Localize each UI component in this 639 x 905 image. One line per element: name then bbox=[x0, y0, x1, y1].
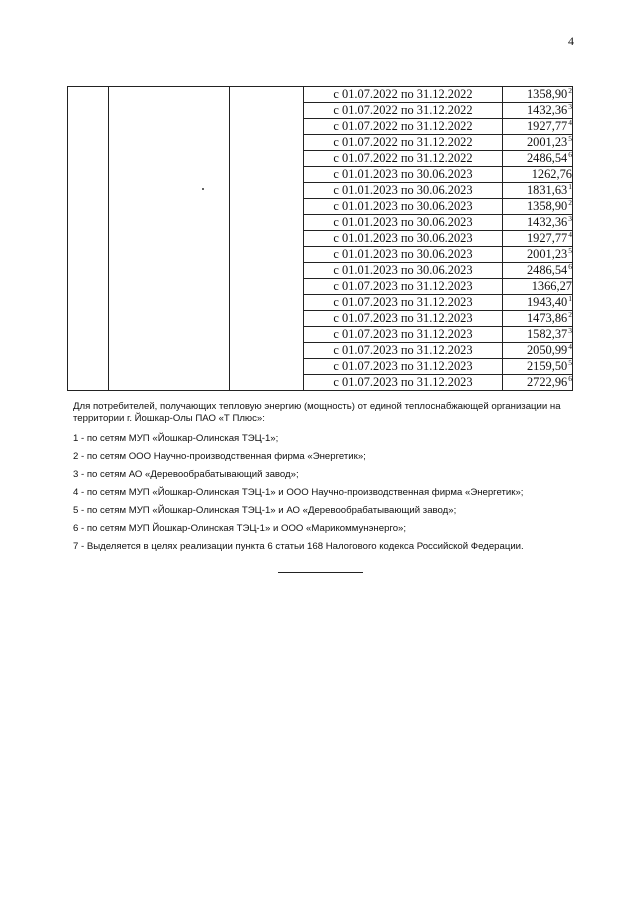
period-cell: с 01.07.2023 по 31.12.2023 bbox=[304, 375, 503, 391]
period-cell: с 01.07.2023 по 31.12.2023 bbox=[304, 343, 503, 359]
footnote-marker: 5 bbox=[568, 134, 572, 143]
tariff-value: 2486,54 bbox=[526, 263, 568, 277]
footnote-marker: 2 bbox=[568, 310, 572, 319]
footnote-marker: 5 bbox=[568, 358, 572, 367]
tariff-value: 2050,99 bbox=[526, 343, 568, 357]
period-cell: с 01.01.2023 по 30.06.2023 bbox=[304, 199, 503, 215]
tariff-value-cell bbox=[503, 119, 573, 135]
tariff-value: 2159,50 bbox=[526, 359, 568, 373]
tariff-value-cell bbox=[503, 375, 573, 391]
tariff-value-cell bbox=[503, 135, 573, 151]
tariff-value: 1432,36 bbox=[526, 215, 568, 229]
tariff-value-cell bbox=[503, 103, 573, 119]
tariff-value-cell bbox=[503, 311, 573, 327]
period-cell: с 01.07.2023 по 31.12.2023 bbox=[304, 311, 503, 327]
footnote-marker: 6 bbox=[568, 150, 572, 159]
footnote-marker: 3 bbox=[568, 102, 572, 111]
period-cell: с 01.07.2022 по 31.12.2022 bbox=[304, 135, 503, 151]
period-cell: с 01.07.2023 по 31.12.2023 bbox=[304, 359, 503, 375]
footnote-marker: 5 bbox=[568, 246, 572, 255]
footnote-marker: 4 bbox=[568, 118, 572, 127]
tariff-value-cell bbox=[503, 279, 573, 295]
footnote-marker: 4 bbox=[568, 342, 572, 351]
footnote-item: 4 - по сетям МУП «Йошкар-Олинская ТЭЦ-1» и ООО Научно-производственная фирма «Энергетик»; bbox=[73, 487, 524, 498]
footnote-item: 7 - Выделяется в целях реализации пункта 6 статьи 168 Налогового кодекса Российской Федерации. bbox=[73, 541, 524, 552]
period-cell: с 01.01.2023 по 30.06.2023 bbox=[304, 263, 503, 279]
period-cell: с 01.07.2022 по 31.12.2022 bbox=[304, 119, 503, 135]
tariff-value-cell bbox=[503, 247, 573, 263]
table-cell-blank-3 bbox=[230, 87, 304, 391]
period-cell: с 01.01.2023 по 30.06.2023 bbox=[304, 167, 503, 183]
period-cell: с 01.01.2023 по 30.06.2023 bbox=[304, 215, 503, 231]
tariff-value: 1262,76 bbox=[531, 167, 572, 181]
table-row bbox=[68, 87, 573, 103]
footnote-marker: 3 bbox=[568, 326, 572, 335]
tariff-value: 2001,23 bbox=[526, 247, 568, 261]
period-cell: с 01.07.2023 по 31.12.2023 bbox=[304, 279, 503, 295]
footnote-marker: 2 bbox=[568, 86, 572, 95]
footnote-item: 6 - по сетям МУП Йошкар-Олинская ТЭЦ-1» и ООО «Марикоммунэнерго»; bbox=[73, 523, 407, 534]
footnote-item: 1 - по сетям МУП «Йошкар-Олинская ТЭЦ-1»; bbox=[73, 433, 279, 444]
footnote-marker: 3 bbox=[568, 214, 572, 223]
tariff-table bbox=[67, 86, 573, 391]
period-cell: с 01.07.2022 по 31.12.2022 bbox=[304, 103, 503, 119]
footnotes-intro: Для потребителей, получающих тепловую энергию (мощность) от единой теплоснабжающей организации на территории г. Йошкар-Олы ПАО «Т Плюс»: bbox=[73, 401, 561, 424]
tariff-value: 2001,23 bbox=[526, 135, 568, 149]
footnote-marker: 6 bbox=[568, 374, 572, 383]
table-cell-blank-2 bbox=[109, 87, 230, 391]
period-cell: с 01.07.2023 по 31.12.2023 bbox=[304, 327, 503, 343]
period-cell: с 01.07.2023 по 31.12.2023 bbox=[304, 295, 503, 311]
tariff-value-cell bbox=[503, 151, 573, 167]
tariff-value: 2486,54 bbox=[526, 151, 568, 165]
period-cell: с 01.07.2022 по 31.12.2022 bbox=[304, 151, 503, 167]
tariff-value: 1473,86 bbox=[526, 311, 568, 325]
tariff-value: 1831,63 bbox=[526, 183, 568, 197]
footnote-item: 2 - по сетям ООО Научно-производственная фирма «Энергетик»; bbox=[73, 451, 366, 462]
footnote-item: 5 - по сетям МУП «Йошкар-Олинская ТЭЦ-1» и АО «Деревообрабатывающий завод»; bbox=[73, 505, 457, 516]
footnote-marker: 4 bbox=[568, 230, 572, 239]
scan-dot bbox=[202, 188, 204, 190]
footnotes bbox=[73, 401, 573, 559]
footnote-marker: 6 bbox=[568, 262, 572, 271]
tariff-value: 1582,37 bbox=[526, 327, 568, 341]
tariff-value-cell bbox=[503, 183, 573, 199]
tariff-value-cell bbox=[503, 199, 573, 215]
tariff-value: 1432,36 bbox=[526, 103, 568, 117]
footnote-item: 3 - по сетям АО «Деревообрабатывающий завод»; bbox=[73, 469, 299, 480]
tariff-value: 1927,77 bbox=[526, 231, 568, 245]
tariff-value-cell bbox=[503, 295, 573, 311]
tariff-value: 2722,96 bbox=[526, 375, 568, 389]
signature-line bbox=[278, 572, 363, 573]
tariff-value: 1358,90 bbox=[526, 199, 568, 213]
tariff-value: 1943,40 bbox=[526, 295, 568, 309]
page-number: 4 bbox=[568, 34, 574, 48]
tariff-value: 1927,77 bbox=[526, 119, 568, 133]
tariff-value-cell bbox=[503, 343, 573, 359]
footnote-marker: 2 bbox=[568, 198, 572, 207]
period-cell: с 01.01.2023 по 30.06.2023 bbox=[304, 183, 503, 199]
footnote-marker: 1 bbox=[568, 294, 572, 303]
tariff-value-cell bbox=[503, 231, 573, 247]
tariff-value-cell bbox=[503, 263, 573, 279]
period-cell: с 01.07.2022 по 31.12.2022 bbox=[304, 87, 503, 103]
tariff-value: 1358,90 bbox=[526, 87, 568, 101]
table-cell-blank-1 bbox=[68, 87, 109, 391]
tariff-value-cell bbox=[503, 327, 573, 343]
tariff-value-cell bbox=[503, 167, 573, 183]
tariff-table-body bbox=[68, 87, 573, 391]
tariff-value: 1366,27 bbox=[531, 279, 572, 293]
tariff-value-cell bbox=[503, 215, 573, 231]
period-cell: с 01.01.2023 по 30.06.2023 bbox=[304, 247, 503, 263]
tariff-value-cell bbox=[503, 359, 573, 375]
tariff-value-cell bbox=[503, 87, 573, 103]
period-cell: с 01.01.2023 по 30.06.2023 bbox=[304, 231, 503, 247]
footnote-marker: 1 bbox=[568, 182, 572, 191]
